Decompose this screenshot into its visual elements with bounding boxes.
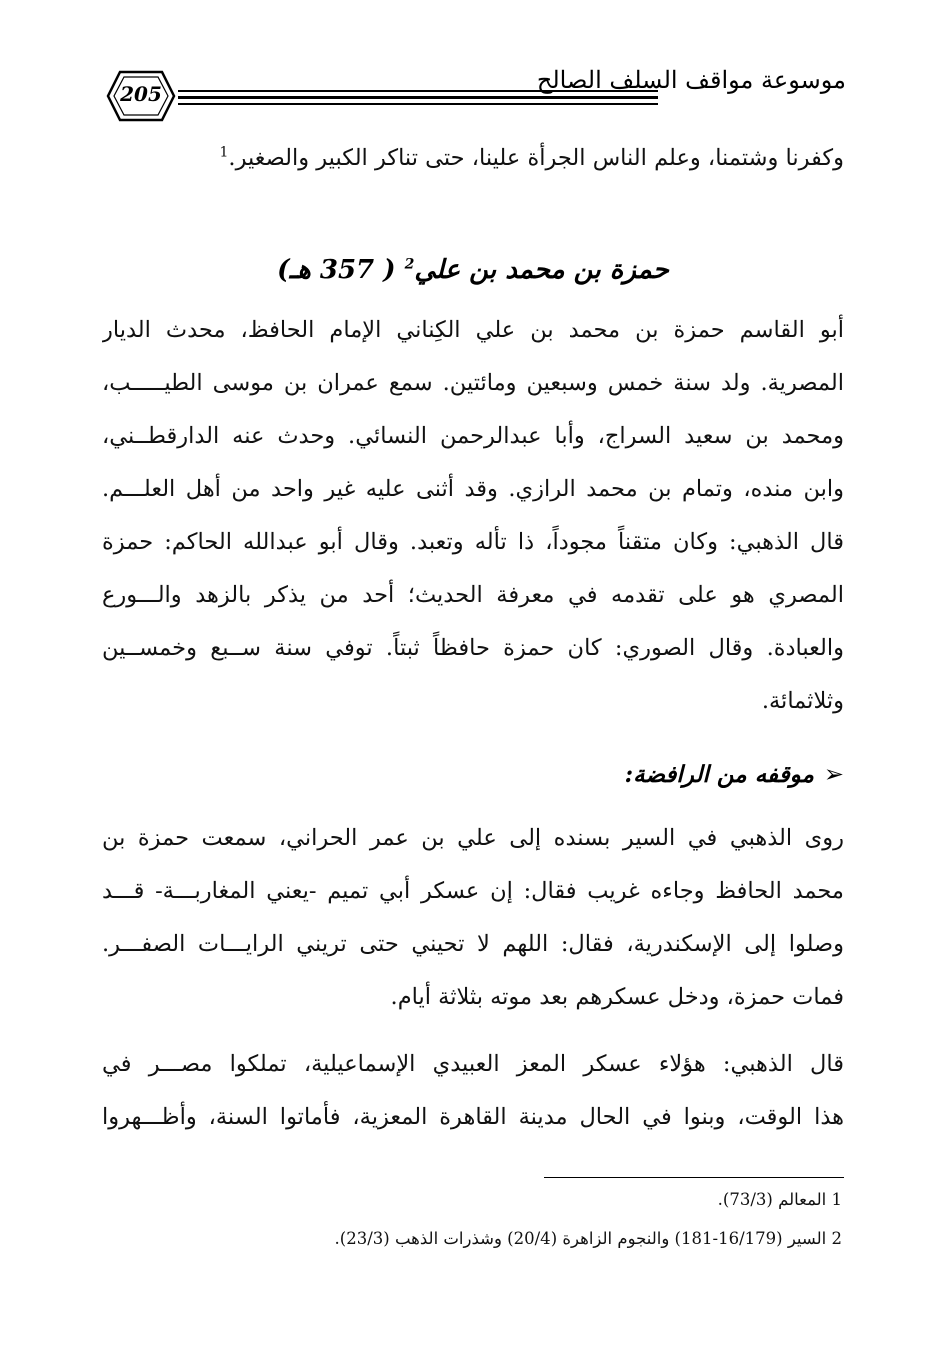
footnote-divider [544,1177,844,1178]
text-line: المصري هو على تقدمه في معرفة الحديث؛ أحد من يذكر بالزهد والـــورع [102,582,844,608]
book-title: موسوعة مواقف السلف الصالح [536,66,846,94]
subheading [625,760,844,788]
text-line: محمد الحافظ وجاءه غريب فقال: إن عسكر أبي تميم -يعني المغاربـــة- قـــد [102,878,844,904]
footnote-text: المعالم (73/3). [717,1190,827,1209]
stance-paragraph [102,812,844,1024]
footnote [718,1190,842,1209]
text-line: وصلوا إلى الإسكندرية، فقال: اللهم لا تحيني حتى تريني الرايـــات الصفـــر. [102,931,844,957]
text-line: وابن منده، وتمام بن محمد الرازي. وقد أثنى عليه غير واحد من أهل العلـــم. [102,476,844,502]
text-line: ومحمد بن سعيد السراج، وأبا عبدالرحمن النسائي. وحدث عنه الدارقطــني، [102,423,844,449]
page-header [96,60,846,140]
text-line: قال الذهبي: وكان متقناً مجوداً، ذا تأله وتعبد. وقال أبو عبدالله الحاكم: حمزة [102,529,844,555]
section-title-date: ( 357 هـ) [277,255,396,285]
text-line: والعبادة. وقال الصوري: كان حمزة حافظاً ثبتاً. توفي سنة ســبع وخمســين [102,635,844,661]
page-number: 205 [120,82,162,106]
text-line [102,132,844,185]
footnote [335,1229,842,1248]
footnote-number: 1 [831,1190,842,1209]
bio-paragraph [102,304,844,728]
footnote-ref: 2 [404,256,415,273]
text-line: روى الذهبي في السير بسنده إلى علي بن عمر الحراني، سمعت حمزة بن [102,825,844,851]
section-title-name: حمزة بن محمد بن علي [414,255,669,285]
intro-paragraph [102,132,844,185]
text-line: وثلاثمائة. [761,688,844,714]
text-line: هذا الوقت، وبنوا في الحال مدينة القاهرة المعزية، فأماتوا السنة، وأظـــهروا [102,1104,844,1130]
text-line: أبو القاسم حمزة بن محمد بن علي الكِناني الإمام الحافظ، محدث الديار [102,317,844,343]
arrow-icon: ➢ [823,760,844,788]
text-line: فمات حمزة، ودخل عسكرهم بعد موته بثلاثة أيام. [390,984,844,1010]
section-title [102,240,844,300]
text-line: المصرية. ولد سنة خمس وسبعين ومائتين. سمع عمران بن موسى الطيـــــب، [102,370,844,396]
footnote-ref: 1 [219,144,229,161]
header-rule [178,96,658,99]
intro-text: وكفرنا وشتمنا، وعلم الناس الجرأة علينا، حتى تناكر الكبير والصغير. [228,145,844,171]
footnote-text: السير (16/179-181) والنجوم الزاهرة (20/4) وشذرات الذهب (23/3). [334,1229,827,1248]
text-line: قال الذهبي: هؤلاء عسكر المعز العبيدي الإسماعيلية، تملكوا مصـــر في [102,1051,844,1077]
header-rule [178,103,658,105]
subheading-text: موقفه من الرافضة: [624,760,814,788]
footnote-number: 2 [831,1229,842,1248]
comment-paragraph [102,1038,844,1144]
page-number-badge [106,70,176,122]
